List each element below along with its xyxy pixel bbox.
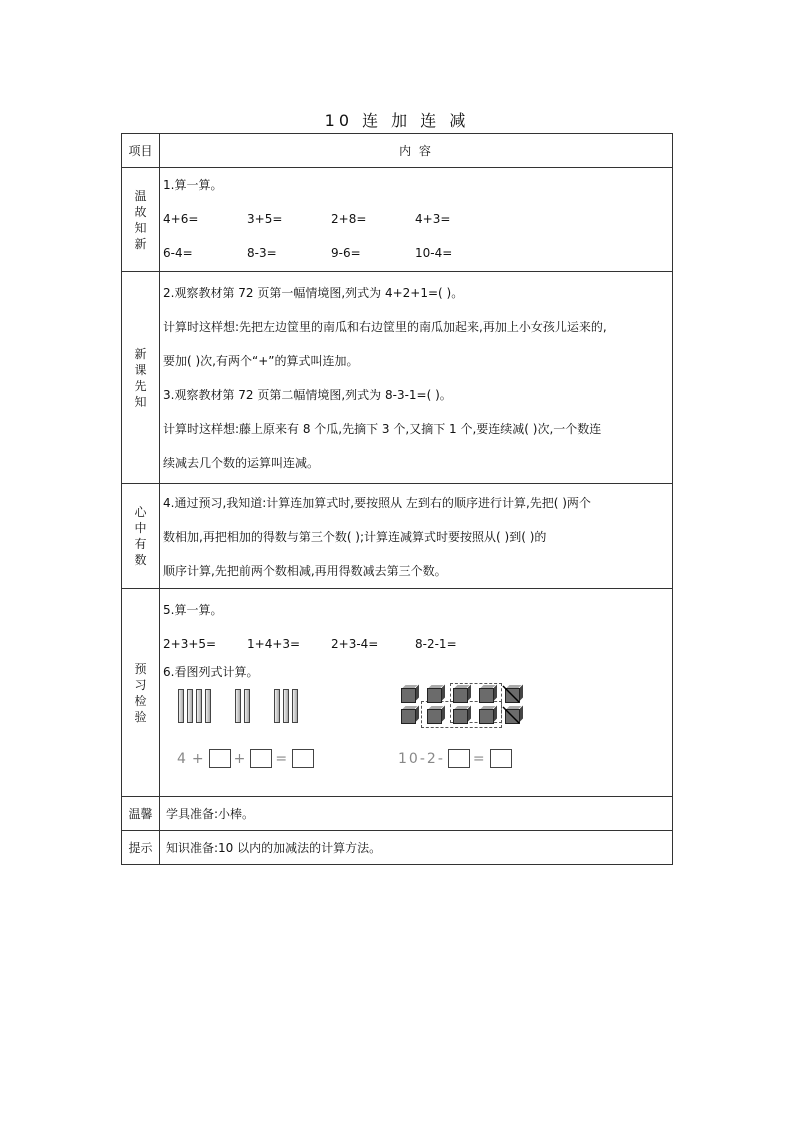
eq-number: 2	[426, 750, 438, 767]
answer-box[interactable]	[448, 749, 470, 768]
review-row-1	[163, 202, 668, 236]
answer-box[interactable]	[209, 749, 231, 768]
cube-icon	[427, 709, 442, 724]
lesson-table	[121, 133, 673, 865]
problem: 2+3-4=	[331, 637, 379, 651]
header-item: 项目	[122, 134, 160, 168]
q3-text: 3.观察教材第 72 页第二幅情境图,列式为 8-3-1=( )。	[163, 388, 452, 402]
cube-icon	[453, 709, 468, 724]
problem: 6-4=	[163, 246, 193, 260]
q3-explain-2: 续减去几个数的运算叫连减。	[163, 456, 320, 470]
mind-row	[122, 484, 673, 589]
stick-icon	[205, 689, 211, 723]
stick-icon	[283, 689, 289, 723]
stick-icon	[187, 689, 193, 723]
eq-number: 4	[177, 750, 188, 767]
check-row-problems	[163, 627, 668, 661]
tip-tools: 学具准备:小棒。	[160, 797, 673, 831]
cube-icon	[401, 709, 416, 724]
q6-text: 6.看图列式计算。	[163, 665, 259, 679]
q4-text-1: 4.通过预习,我知道:计算连加算式时,要按照从 左到右的顺序进行计算,先把( )两个	[163, 496, 591, 510]
problem: 4+3=	[415, 212, 451, 226]
cube-icon	[453, 688, 468, 703]
header-content: 内 容	[160, 134, 673, 168]
minus-sign: -	[437, 750, 445, 767]
stick-icon	[196, 689, 202, 723]
equation-right	[398, 749, 515, 768]
q2-text: 2.观察教材第 72 页第一幅情境图,列式为 4+2+1=( )。	[163, 286, 464, 300]
cube-icon	[427, 688, 442, 703]
tips-label-2: 提示	[122, 831, 160, 865]
equals-sign: =	[275, 750, 290, 767]
problem: 8-2-1=	[415, 637, 457, 651]
answer-box[interactable]	[292, 749, 314, 768]
problem: 1+4+3=	[247, 637, 301, 651]
q6-figure	[163, 683, 668, 775]
stick-icon	[274, 689, 280, 723]
tips-row-1	[122, 797, 673, 831]
problem: 3+5=	[247, 212, 283, 226]
tips-row-2	[122, 831, 673, 865]
q2-explain-2: 要加( )次,有两个“+”的算式叫连加。	[163, 354, 359, 368]
q1-text: 1.算一算。	[163, 178, 223, 192]
problem: 10-4=	[415, 246, 453, 260]
new-lesson-row	[122, 272, 673, 484]
eq-number: 10	[398, 750, 420, 767]
tip-knowledge: 知识准备:10 以内的加减法的计算方法。	[160, 831, 673, 865]
tips-label-1: 温馨	[122, 797, 160, 831]
q4-text-3: 顺序计算,先把前两个数相减,再用得数减去第三个数。	[163, 564, 447, 578]
stick-icon	[235, 689, 241, 723]
minus-sign: -	[419, 750, 427, 767]
q3-explain-1: 计算时这样想:藤上原来有 8 个瓜,先摘下 3 个,又摘下 1 个,要连续减( )次,一个数连	[163, 422, 602, 436]
new-lesson-label: 新课先知	[134, 346, 147, 409]
page-title: 10 连 加 连 减	[324, 111, 470, 130]
mind-label: 心中有数	[134, 505, 147, 567]
plus-sign: +	[191, 750, 206, 767]
problem: 8-3=	[247, 246, 277, 260]
stick-icon	[244, 689, 250, 723]
problem: 2+3+5=	[163, 637, 217, 651]
answer-box[interactable]	[250, 749, 272, 768]
cross-out-icon	[502, 706, 520, 724]
plus-sign: +	[233, 750, 248, 767]
check-label: 预习检验	[134, 661, 147, 724]
problem: 2+8=	[331, 212, 367, 226]
cube-icon	[479, 709, 494, 724]
answer-box[interactable]	[490, 749, 512, 768]
cube-icon	[401, 688, 416, 703]
cross-out-icon	[502, 685, 520, 703]
review-row-2	[163, 236, 668, 270]
review-row	[122, 168, 673, 272]
review-label: 温故知新	[134, 188, 147, 251]
q5-text: 5.算一算。	[163, 603, 223, 617]
problem: 9-6=	[331, 246, 361, 260]
check-row	[122, 589, 673, 797]
q4-text-2: 数相加,再把相加的得数与第三个数( );计算连减算式时要按照从( )到( )的	[163, 530, 547, 544]
problem: 4+6=	[163, 212, 199, 226]
equals-sign: =	[472, 750, 487, 767]
stick-icon	[292, 689, 298, 723]
cube-icon	[479, 688, 494, 703]
q2-explain-1: 计算时这样想:先把左边筐里的南瓜和右边筐里的南瓜加起来,再加上小女孩儿运来的,	[163, 320, 607, 334]
equation-left	[177, 749, 317, 768]
stick-icon	[178, 689, 184, 723]
table-header-row	[122, 134, 673, 168]
